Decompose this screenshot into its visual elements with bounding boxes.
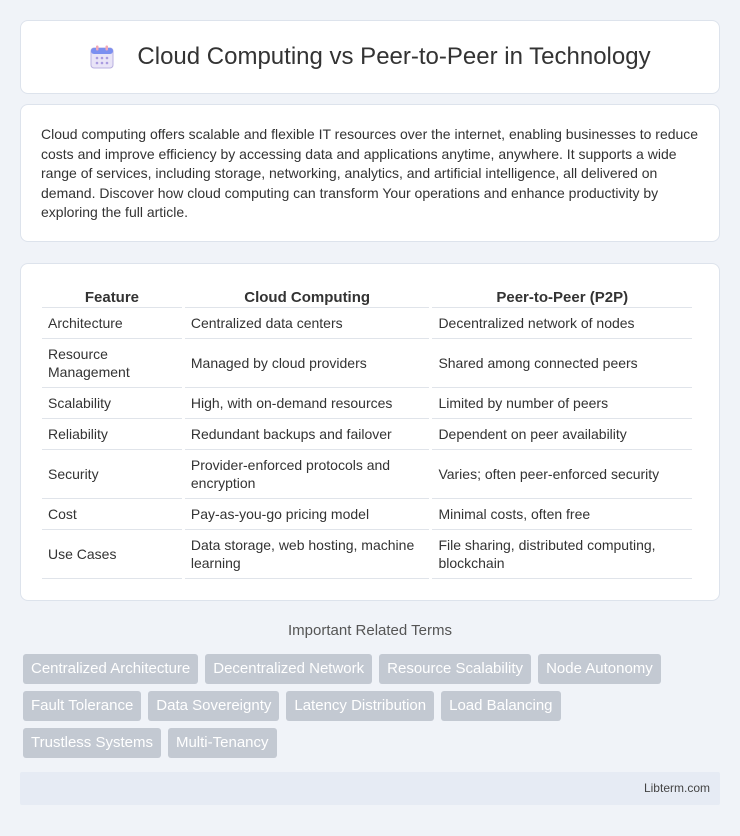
comparison-table [39,286,695,579]
tag-resource-scalability[interactable]: Resource Scalability [379,654,531,684]
table-cell: Security [42,450,182,499]
related-terms-title: Important Related Terms [288,622,452,639]
table-row [42,308,692,339]
table-cell: Dependent on peer availability [432,419,692,450]
title-card [20,20,720,94]
tag-fault-tolerance[interactable]: Fault Tolerance [23,691,141,721]
related-terms-tags [23,654,723,765]
table-cell: Shared among connected peers [432,339,692,388]
table-cell: Scalability [42,388,182,419]
tag-load-balancing[interactable]: Load Balancing [441,691,560,721]
table-cell: Centralized data centers [185,308,430,339]
table-cell: Use Cases [42,530,182,579]
table-row [42,530,692,579]
table-cell: Redundant backups and failover [185,419,430,450]
tag-node-autonomy[interactable]: Node Autonomy [538,654,661,684]
table-cell: Decentralized network of nodes [432,308,692,339]
header-feature: Feature [42,286,182,308]
tag-trustless-systems[interactable]: Trustless Systems [23,728,161,758]
table-cell: Resource Management [42,339,182,388]
table-cell: Reliability [42,419,182,450]
tag-row [23,654,723,684]
table-cell: Cost [42,499,182,530]
table-cell: Minimal costs, often free [432,499,692,530]
table-row [42,419,692,450]
table-row [42,388,692,419]
footer-link[interactable]: Libterm.com [643,781,710,795]
tag-row [23,691,723,721]
tag-latency-distribution[interactable]: Latency Distribution [286,691,434,721]
tag-multi-tenancy[interactable]: Multi-Tenancy [168,728,277,758]
table-cell: Provider-enforced protocols and encryption [185,450,430,499]
table-cell: Architecture [42,308,182,339]
footer [20,772,720,805]
table-cell: File sharing, distributed computing, blockchain [432,530,692,579]
comparison-table-card [20,263,720,601]
tag-data-sovereignty[interactable]: Data Sovereignty [148,691,279,721]
table-cell: High, with on-demand resources [185,388,430,419]
intro-card [20,104,720,242]
table-cell: Managed by cloud providers [185,339,430,388]
tag-centralized-architecture[interactable]: Centralized Architecture [23,654,198,684]
table-cell: Limited by number of peers [432,388,692,419]
header-peer-to-peer: Peer-to-Peer (P2P) [432,286,692,308]
table-cell: Data storage, web hosting, machine learning [185,530,430,579]
tag-row [23,728,723,758]
tag-decentralized-network[interactable]: Decentralized Network [205,654,372,684]
table-cell: Pay-as-you-go pricing model [185,499,430,530]
calendar-icon [89,44,115,70]
page-title: Cloud Computing vs Peer-to-Peer in Technology [137,43,651,70]
table-row [42,450,692,499]
table-cell: Varies; often peer-enforced security [432,450,692,499]
header-cloud-computing: Cloud Computing [185,286,430,308]
table-header-row [42,286,692,308]
intro-text: Cloud computing offers scalable and flexible IT resources over the internet, enabling businesses to reduce costs and improve efficiency by accessing data and applications anytime, anywhere. It supports a wide range of services, including storage, networking, analytics, and artificial intelligence, all delivered on demand. Discover how cloud computing can transform Your operations and enhance productivity by exploring the full article. [41,126,699,221]
table-row [42,339,692,388]
table-row [42,499,692,530]
